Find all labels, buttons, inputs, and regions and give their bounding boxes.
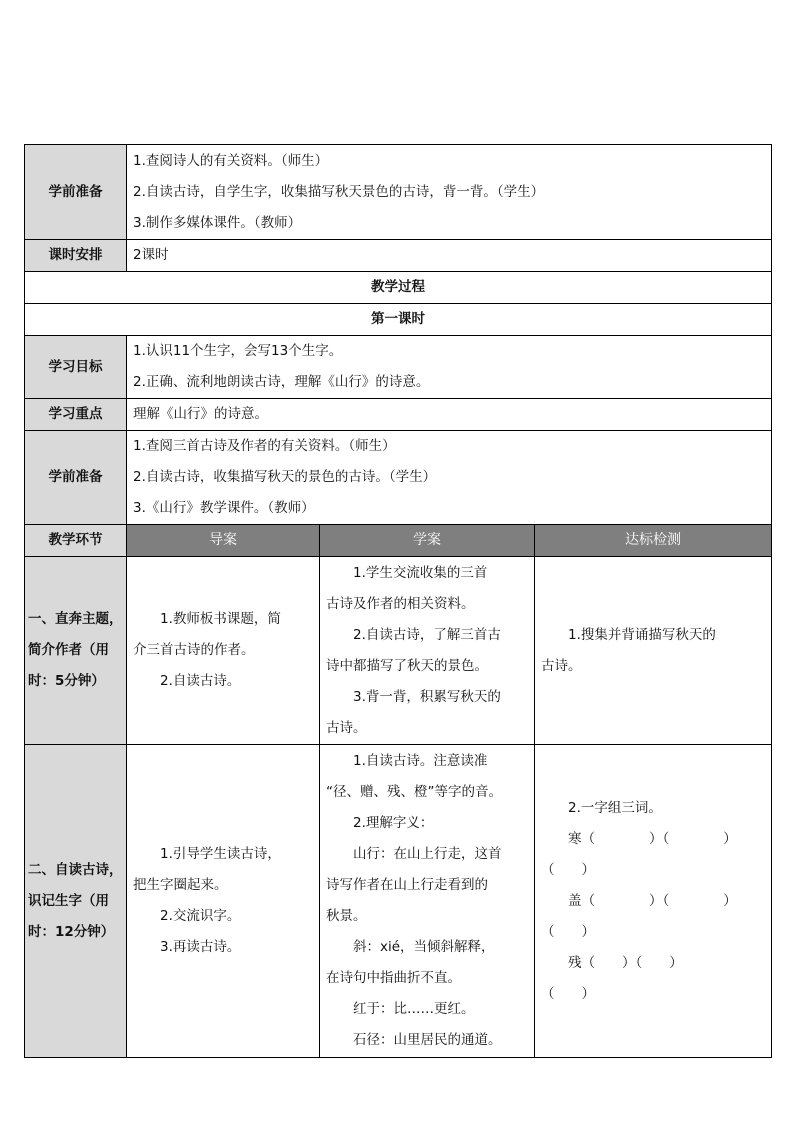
prep-row-1 xyxy=(25,145,772,240)
prep-label-2: 学前准备 xyxy=(25,431,127,525)
prep2-line-1: 1.查阅三首古诗及作者的有关资料。（师生） xyxy=(133,438,396,454)
stage-1-study-line-4: 诗中都描写了秋天的景色。 xyxy=(326,657,488,674)
header-check: 达标检测 xyxy=(535,525,772,557)
header-stage: 教学环节 xyxy=(25,525,127,557)
prep-content-2 xyxy=(127,431,772,525)
prep1-line-3: 3.制作多媒体课件。（教师） xyxy=(133,214,302,231)
schedule-label: 课时安排 xyxy=(25,240,127,272)
stage-row-2 xyxy=(25,745,772,1058)
stage-2-check-line-7: （ ） xyxy=(541,985,595,1002)
stage-2-label xyxy=(25,745,127,1058)
lesson-plan-document xyxy=(24,144,771,1056)
stage-1-guide-line-1: 1.教师板书课题，简 xyxy=(160,611,281,627)
process-title-row xyxy=(25,272,772,304)
prep-row-2 xyxy=(25,431,772,525)
stage-2-check xyxy=(535,745,772,1058)
stage-1-label xyxy=(25,557,127,745)
stage-1-check xyxy=(535,557,772,745)
process-header-row xyxy=(25,525,772,557)
focus-row xyxy=(25,399,772,431)
stage-2-study-line-3: 2.理解字义： xyxy=(353,815,434,831)
stage-1-study xyxy=(320,557,535,745)
stage-2-check-line-6: 残（ ）（ ） xyxy=(568,954,683,971)
stage-2-line-1: 二、自读古诗， xyxy=(28,861,123,878)
goal-line-2: 2.正确、流利地朗读古诗，理解《山行》的诗意。 xyxy=(133,374,430,390)
stage-2-study-line-8: 在诗句中指曲折不直。 xyxy=(326,970,461,986)
stage-2-study-line-7: 斜：xié，当倾斜解释， xyxy=(353,939,495,955)
lesson-title-row xyxy=(25,304,772,336)
stage-2-guide-line-2: 把生字圈起来。 xyxy=(133,877,228,893)
goal-line-1: 1.认识11个生字，会写13个生字。 xyxy=(133,343,343,359)
stage-2-guide-line-4: 3.再读古诗。 xyxy=(160,939,241,955)
stage-2-study xyxy=(320,745,535,1058)
prep-label-1: 学前准备 xyxy=(25,145,127,240)
schedule-value: 2课时 xyxy=(127,240,772,272)
lesson-plan-table xyxy=(24,144,772,1058)
goals-label: 学习目标 xyxy=(25,336,127,399)
prep1-line-2: 2.自读古诗，自学生字，收集描写秋天景色的古诗，背一背。（学生） xyxy=(133,183,545,200)
stage-2-check-line-1: 2.一字组三词。 xyxy=(568,799,662,816)
goals-row xyxy=(25,336,772,399)
stage-2-guide xyxy=(127,745,320,1058)
stage-2-study-line-5: 诗写作者在山上行走看到的 xyxy=(326,877,488,893)
stage-2-study-line-6: 秋景。 xyxy=(326,908,367,924)
stage-2-guide-line-3: 2.交流识字。 xyxy=(160,908,241,924)
stage-2-line-3: 时：12分钟） xyxy=(28,923,115,940)
stage-2-study-line-4: 山行：在山上行走，这首 xyxy=(353,846,502,862)
process-title: 教学过程 xyxy=(25,272,772,304)
focus-label: 学习重点 xyxy=(25,399,127,431)
prep1-line-1: 1.查阅诗人的有关资料。（师生） xyxy=(133,152,329,169)
stage-2-check-line-5: （ ） xyxy=(541,923,595,940)
stage-2-study-line-10: 石径：山里居民的通道。 xyxy=(353,1032,502,1048)
stage-row-1 xyxy=(25,557,772,745)
focus-value: 理解《山行》的诗意。 xyxy=(127,399,772,431)
lesson-title: 第一课时 xyxy=(25,304,772,336)
stage-1-guide xyxy=(127,557,320,745)
header-study: 学案 xyxy=(320,525,535,557)
schedule-row xyxy=(25,240,772,272)
stage-1-guide-line-3: 2.自读古诗。 xyxy=(160,673,241,689)
goals-content xyxy=(127,336,772,399)
stage-1-study-line-6: 古诗。 xyxy=(326,719,367,736)
prep-content-1 xyxy=(127,145,772,240)
stage-2-study-line-1: 1.自读古诗。注意读准 xyxy=(353,753,488,769)
stage-2-check-line-3: （ ） xyxy=(541,861,595,878)
stage-2-study-line-2: “径、赠、残、橙”等字的音。 xyxy=(326,784,502,800)
stage-2-study-line-9: 红于：比……更红。 xyxy=(353,1001,475,1017)
stage-2-line-2: 识记生字（用 xyxy=(28,892,109,909)
stage-1-line-1: 一、直奔主题， xyxy=(28,611,123,627)
stage-1-check-line-1: 1.搜集并背诵描写秋天的 xyxy=(568,626,716,643)
prep2-line-3: 3.《山行》教学课件。（教师） xyxy=(133,500,315,516)
stage-2-check-line-4: 盖（ ）（ ） xyxy=(568,892,737,909)
stage-1-line-2: 简介作者（用 xyxy=(28,642,109,658)
stage-1-study-line-3: 2.自读古诗，了解三首古 xyxy=(353,626,501,643)
stage-2-check-line-2: 寒（ ）（ ） xyxy=(568,830,737,847)
stage-1-check-line-2: 古诗。 xyxy=(541,657,582,674)
prep2-line-2: 2.自读古诗，收集描写秋天的景色的古诗。（学生） xyxy=(133,469,437,485)
header-guide: 导案 xyxy=(127,525,320,557)
stage-1-study-line-2: 古诗及作者的相关资料。 xyxy=(326,595,475,612)
stage-2-guide-line-1: 1.引导学生读古诗， xyxy=(160,846,281,862)
stage-1-guide-line-2: 介三首古诗的作者。 xyxy=(133,642,255,658)
stage-1-study-line-1: 1.学生交流收集的三首 xyxy=(353,564,488,581)
stage-1-line-3: 时：5分钟） xyxy=(28,673,105,689)
stage-1-study-line-5: 3.背一背，积累写秋天的 xyxy=(353,688,501,705)
